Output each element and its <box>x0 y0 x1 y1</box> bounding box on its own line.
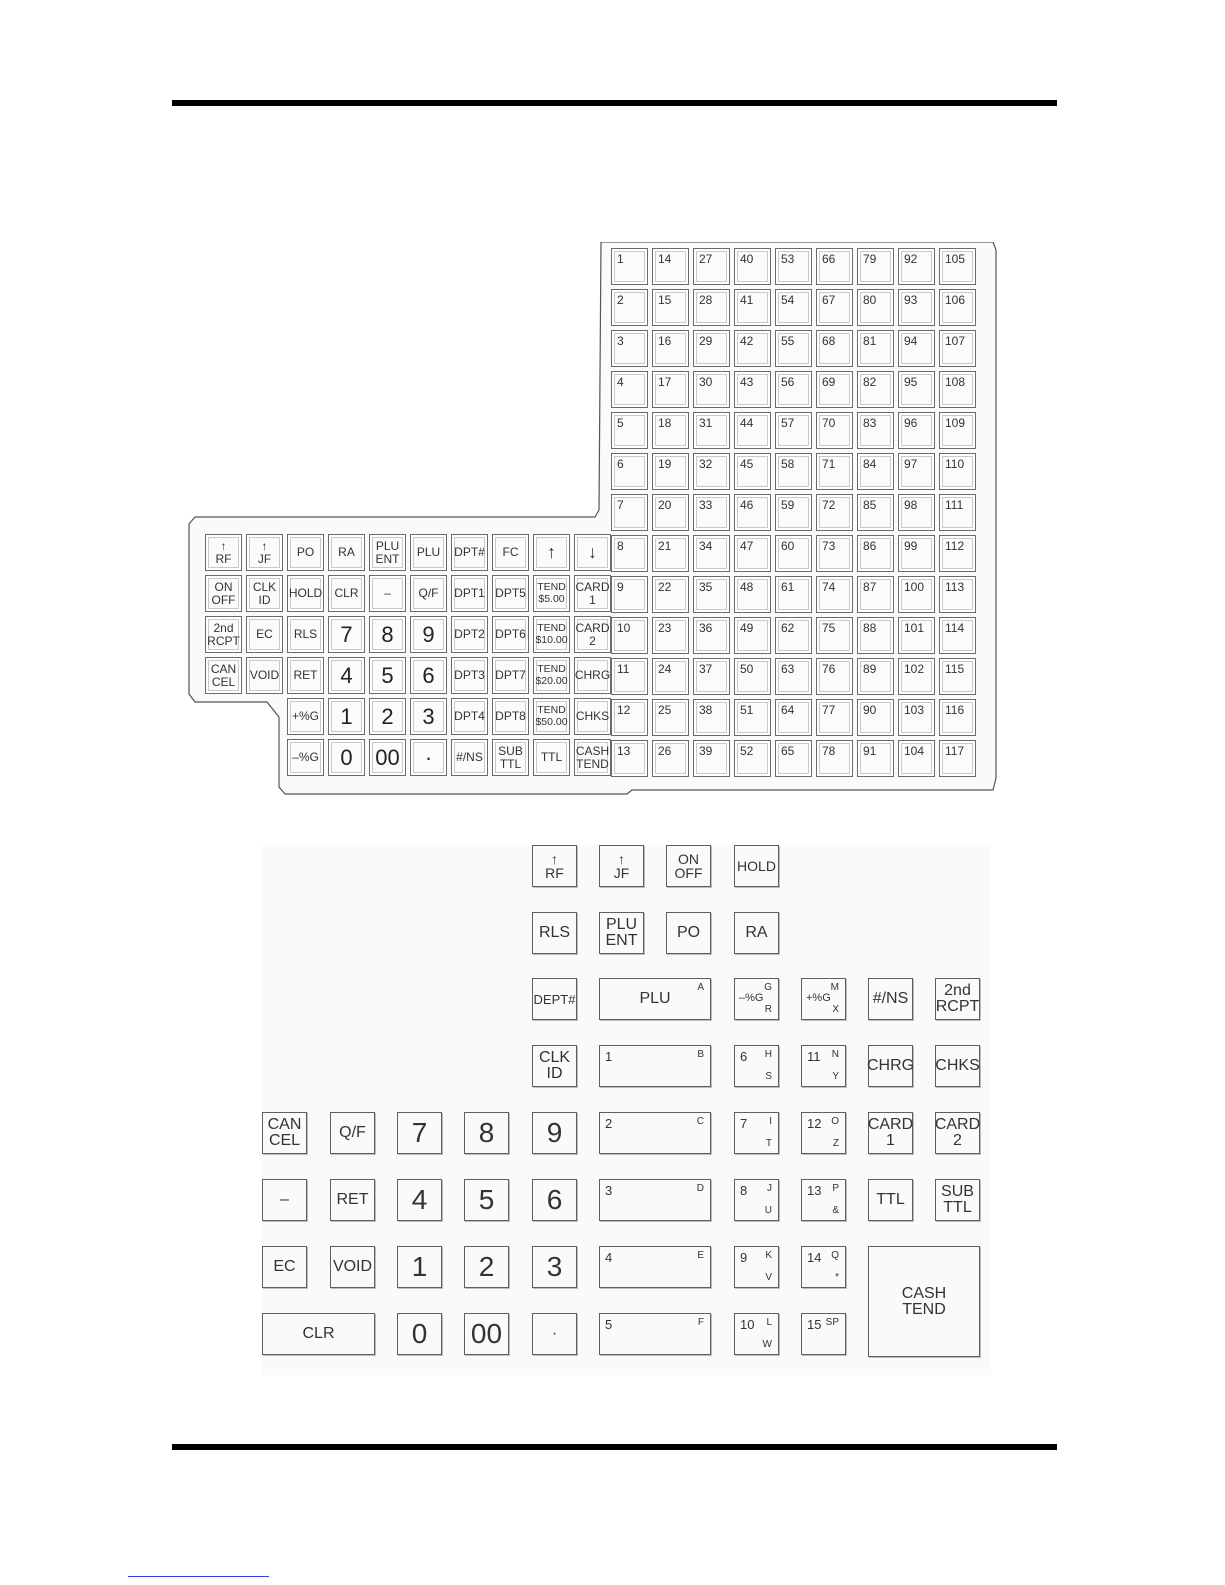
digit-4-key[interactable]: 4 <box>397 1179 442 1221</box>
plu-key-47[interactable]: 47 <box>734 535 771 572</box>
fn-key-r4-c10[interactable]: CHRG <box>574 657 611 694</box>
plu-preset-letter-bottom: U <box>764 1205 772 1216</box>
fn-key-r2-c8[interactable]: DPT5 <box>492 575 529 612</box>
plu-key-18[interactable]: 18 <box>652 412 689 449</box>
plu-key-41[interactable]: 41 <box>734 289 771 326</box>
plu-key-11[interactable]: 11 <box>611 658 648 695</box>
plu-key-26[interactable]: 26 <box>652 740 689 777</box>
fn-key-r6-c5[interactable]: 00 <box>369 739 406 776</box>
plu-key-40[interactable]: 40 <box>734 248 771 285</box>
fn-key-r6-c4[interactable]: 0 <box>328 739 365 776</box>
fn-key-r3-c7[interactable]: DPT2 <box>451 616 488 653</box>
plu-key-86[interactable]: 86 <box>857 535 894 572</box>
plu-key-98[interactable]: 98 <box>898 494 935 531</box>
digit-0-key[interactable]: 0 <box>397 1313 442 1355</box>
plu-preset-12-key[interactable] <box>801 1112 846 1154</box>
fn-key-r1-c8[interactable]: FC <box>492 534 529 571</box>
plu-key-46[interactable]: 46 <box>734 494 771 531</box>
plu-preset-5-key[interactable] <box>599 1313 711 1355</box>
minus-percent-g-sub: R <box>764 1004 772 1015</box>
plu-preset-number: 2 <box>605 1116 613 1131</box>
plu-preset-2-key[interactable] <box>599 1112 711 1154</box>
plu-key-33[interactable]: 33 <box>693 494 730 531</box>
quantity-for-key[interactable]: Q/F <box>330 1112 375 1154</box>
no-sale-key[interactable]: #/NS <box>868 978 913 1020</box>
plu-preset-6-key[interactable] <box>734 1045 779 1087</box>
fn-key-r1-c5[interactable]: PLU ENT <box>369 534 406 571</box>
plu-key-115[interactable]: 115 <box>939 658 976 695</box>
plu-key-83[interactable]: 83 <box>857 412 894 449</box>
ra-key[interactable]: RA <box>734 912 779 954</box>
plu-preset-number: 8 <box>740 1183 748 1198</box>
plu-key-59[interactable]: 59 <box>775 494 812 531</box>
fn-key-r2-c1[interactable]: ON OFF <box>205 575 242 612</box>
plu-key-97[interactable]: 97 <box>898 453 935 490</box>
plu-key-56[interactable]: 56 <box>775 371 812 408</box>
plu-preset-letter-top: P <box>832 1183 839 1194</box>
fn-key-r4-c2[interactable]: VOID <box>246 657 283 694</box>
plu-key-102[interactable]: 102 <box>898 658 935 695</box>
fn-key-r1-c6[interactable]: PLU <box>410 534 447 571</box>
keyboard-layout-top <box>187 242 1006 802</box>
plu-preset-letter-top: Q <box>831 1250 839 1261</box>
plu-key-60[interactable]: 60 <box>775 535 812 572</box>
digit-00-key[interactable]: 00 <box>464 1313 509 1355</box>
plu-key-108[interactable]: 108 <box>939 371 976 408</box>
plu-preset-letter-bottom: S <box>765 1071 772 1082</box>
fn-key-r6-c10[interactable]: CASH TEND <box>574 739 611 776</box>
plu-key-1[interactable]: 1 <box>611 248 648 285</box>
plu-key-5[interactable]: 5 <box>611 412 648 449</box>
plu-preset-letter-top: N <box>831 1049 839 1060</box>
digit-8-key[interactable]: 8 <box>464 1112 509 1154</box>
dept-key[interactable]: DEPT# <box>532 978 577 1020</box>
fn-key-r5-c7[interactable]: DPT4 <box>451 698 488 735</box>
plu-key-21[interactable]: 21 <box>652 535 689 572</box>
plu-key-112[interactable]: 112 <box>939 535 976 572</box>
fn-key-r4-c7[interactable]: DPT3 <box>451 657 488 694</box>
plu-preset-number: 3 <box>605 1183 613 1198</box>
plu-key-label: PLU <box>639 990 671 1007</box>
subtotal-key[interactable]: SUB TTL <box>935 1179 980 1221</box>
fn-key-r1-c7[interactable]: DPT# <box>451 534 488 571</box>
plu-key-36[interactable]: 36 <box>693 617 730 654</box>
digit-2-key[interactable]: 2 <box>464 1246 509 1288</box>
fn-key-r4-c4[interactable]: 4 <box>328 657 365 694</box>
clerk-id-key[interactable]: CLK ID <box>532 1045 577 1087</box>
plu-key-20[interactable]: 20 <box>652 494 689 531</box>
plu-key-79[interactable]: 79 <box>857 248 894 285</box>
fn-key-r6-c6[interactable]: · <box>410 739 447 776</box>
plu-key-90[interactable]: 90 <box>857 699 894 736</box>
plu-preset-letter-top: J <box>767 1183 772 1194</box>
plu-key-116[interactable]: 116 <box>939 699 976 736</box>
plu-key-9[interactable]: 9 <box>611 576 648 613</box>
plu-key-71[interactable]: 71 <box>816 453 853 490</box>
plu-key-117[interactable]: 117 <box>939 740 976 777</box>
plus-percent-g-sup: M <box>830 982 839 993</box>
plu-key-letter: A <box>697 982 704 993</box>
plu-key-67[interactable]: 67 <box>816 289 853 326</box>
plu-key-6[interactable]: 6 <box>611 453 648 490</box>
plu-key-88[interactable]: 88 <box>857 617 894 654</box>
cancel-key[interactable]: CAN CEL <box>262 1112 307 1154</box>
plu-preset-number: 6 <box>740 1049 748 1064</box>
plu-preset-number: 4 <box>605 1250 613 1265</box>
plu-preset-letter-top: L <box>766 1317 772 1328</box>
plu-preset-number: 15 <box>807 1317 822 1332</box>
plu-preset-letter-bottom: Y <box>832 1071 839 1082</box>
fn-key-r4-c8[interactable]: DPT7 <box>492 657 529 694</box>
plu-preset-letter: F <box>697 1317 704 1328</box>
plu-key-28[interactable]: 28 <box>693 289 730 326</box>
fn-key-r2-c6[interactable]: Q/F <box>410 575 447 612</box>
plu-key-82[interactable]: 82 <box>857 371 894 408</box>
fn-key-r5-c5[interactable]: 2 <box>369 698 406 735</box>
fn-key-r1-c2[interactable]: ↑ JF <box>246 534 283 571</box>
plu-key-105[interactable]: 105 <box>939 248 976 285</box>
plu-preset-number: 13 <box>807 1183 822 1198</box>
plu-key-77[interactable]: 77 <box>816 699 853 736</box>
card-1-key[interactable]: CARD 1 <box>868 1112 913 1154</box>
footer-link-underline <box>128 1576 269 1577</box>
plu-key-101[interactable]: 101 <box>898 617 935 654</box>
fn-key-r3-c8[interactable]: DPT6 <box>492 616 529 653</box>
plu-key-66[interactable]: 66 <box>816 248 853 285</box>
plu-key-12[interactable]: 12 <box>611 699 648 736</box>
plu-preset-13-key[interactable] <box>801 1179 846 1221</box>
plu-key-103[interactable]: 103 <box>898 699 935 736</box>
plu-preset-letter: B <box>697 1049 704 1060</box>
plu-key-85[interactable]: 85 <box>857 494 894 531</box>
plu-preset-3-key[interactable] <box>599 1179 711 1221</box>
plu-key-30[interactable]: 30 <box>693 371 730 408</box>
plu-key-75[interactable]: 75 <box>816 617 853 654</box>
fn-key-r1-c4[interactable]: RA <box>328 534 365 571</box>
fn-key-r5-c8[interactable]: DPT8 <box>492 698 529 735</box>
plu-preset-number: 5 <box>605 1317 613 1332</box>
fn-key-r3-c5[interactable]: 8 <box>369 616 406 653</box>
plu-key-113[interactable]: 113 <box>939 576 976 613</box>
plu-preset-1-key[interactable] <box>599 1045 711 1087</box>
plu-key-3[interactable]: 3 <box>611 330 648 367</box>
plu-preset-10-key[interactable] <box>734 1313 779 1355</box>
plu-preset-letter-top: H <box>764 1049 772 1060</box>
plu-key-109[interactable]: 109 <box>939 412 976 449</box>
plu-key-22[interactable]: 22 <box>652 576 689 613</box>
plu-key-24[interactable]: 24 <box>652 658 689 695</box>
fn-key-r4-c3[interactable]: RET <box>287 657 324 694</box>
plu-key-34[interactable]: 34 <box>693 535 730 572</box>
fn-key-r3-c1[interactable]: 2nd RCPT <box>205 616 242 653</box>
plu-key-57[interactable]: 57 <box>775 412 812 449</box>
plu-key-35[interactable]: 35 <box>693 576 730 613</box>
fn-key-r4-c9[interactable]: TEND $20.00 <box>533 657 570 694</box>
plu-key-58[interactable]: 58 <box>775 453 812 490</box>
plu-key-42[interactable]: 42 <box>734 330 771 367</box>
fn-key-r5-c10[interactable]: CHKS <box>574 698 611 735</box>
plu-preset-14-key[interactable] <box>801 1246 846 1288</box>
plu-key-91[interactable]: 91 <box>857 740 894 777</box>
plu-key-65[interactable]: 65 <box>775 740 812 777</box>
plu-preset-letter-bottom: & <box>832 1205 839 1216</box>
plu-key-37[interactable]: 37 <box>693 658 730 695</box>
plu-key-8[interactable]: 8 <box>611 535 648 572</box>
plu-key-32[interactable]: 32 <box>693 453 730 490</box>
plu-preset-number: 7 <box>740 1116 748 1131</box>
plu-key-107[interactable]: 107 <box>939 330 976 367</box>
plu-preset-letter-top: I <box>769 1116 772 1127</box>
fn-key-r1-c10[interactable]: ↓ <box>574 534 611 571</box>
total-key[interactable]: TTL <box>868 1179 913 1221</box>
plu-key-52[interactable]: 52 <box>734 740 771 777</box>
plu-key-27[interactable]: 27 <box>693 248 730 285</box>
return-key[interactable]: RET <box>330 1179 375 1221</box>
void-key[interactable]: VOID <box>330 1246 375 1288</box>
fn-key-r2-c10[interactable]: CARD 1 <box>574 575 611 612</box>
plu-key-92[interactable]: 92 <box>898 248 935 285</box>
fn-key-r2-c3[interactable]: HOLD <box>287 575 324 612</box>
plu-key-106[interactable]: 106 <box>939 289 976 326</box>
plu-key-13[interactable]: 13 <box>611 740 648 777</box>
bottom-rule <box>172 1444 1057 1450</box>
plu-key-61[interactable]: 61 <box>775 576 812 613</box>
plu-key-93[interactable]: 93 <box>898 289 935 326</box>
hold-key[interactable]: HOLD <box>734 845 779 887</box>
fn-key-r3-c6[interactable]: 9 <box>410 616 447 653</box>
plu-key-55[interactable]: 55 <box>775 330 812 367</box>
plu-key-74[interactable]: 74 <box>816 576 853 613</box>
plus-percent-g-key[interactable] <box>801 978 846 1020</box>
plu-key-49[interactable]: 49 <box>734 617 771 654</box>
plu-key-50[interactable]: 50 <box>734 658 771 695</box>
plu-key-39[interactable]: 39 <box>693 740 730 777</box>
rf-key[interactable]: ↑ RF <box>532 845 577 887</box>
fn-key-r3-c3[interactable]: RLS <box>287 616 324 653</box>
fn-key-r2-c2[interactable]: CLK ID <box>246 575 283 612</box>
plus-percent-g-label: +%G <box>806 992 831 1004</box>
fn-key-r5-c6[interactable]: 3 <box>410 698 447 735</box>
plu-key-23[interactable]: 23 <box>652 617 689 654</box>
plu-key-2[interactable]: 2 <box>611 289 648 326</box>
fn-key-r4-c6[interactable]: 6 <box>410 657 447 694</box>
plu-key-10[interactable]: 10 <box>611 617 648 654</box>
plu-preset-letter: D <box>696 1183 704 1194</box>
fn-key-r2-c9[interactable]: TEND $5.00 <box>533 575 570 612</box>
plu-key[interactable] <box>599 978 711 1020</box>
plu-preset-letter-bottom: Z <box>832 1138 839 1149</box>
plu-key-70[interactable]: 70 <box>816 412 853 449</box>
plu-key-78[interactable]: 78 <box>816 740 853 777</box>
fn-key-r4-c1[interactable]: CAN CEL <box>205 657 242 694</box>
plu-preset-11-key[interactable] <box>801 1045 846 1087</box>
plu-key-64[interactable]: 64 <box>775 699 812 736</box>
plu-key-100[interactable]: 100 <box>898 576 935 613</box>
fn-key-r6-c3[interactable]: –%G <box>287 739 324 776</box>
clear-key[interactable]: CLR <box>262 1313 375 1355</box>
plu-key-72[interactable]: 72 <box>816 494 853 531</box>
digit-5-key[interactable]: 5 <box>464 1179 509 1221</box>
plu-key-80[interactable]: 80 <box>857 289 894 326</box>
rls-key[interactable]: RLS <box>532 912 577 954</box>
plu-key-69[interactable]: 69 <box>816 371 853 408</box>
plu-key-99[interactable]: 99 <box>898 535 935 572</box>
plu-preset-8-key[interactable] <box>734 1179 779 1221</box>
plu-preset-letter-bottom: W <box>762 1339 772 1350</box>
on-off-key[interactable]: ON OFF <box>666 845 711 887</box>
decimal-point-key[interactable]: · <box>532 1313 577 1355</box>
plu-key-95[interactable]: 95 <box>898 371 935 408</box>
jf-key[interactable]: ↑ JF <box>599 845 644 887</box>
plu-ent-key[interactable]: PLU ENT <box>599 912 644 954</box>
plu-preset-letter: C <box>696 1116 704 1127</box>
plu-key-51[interactable]: 51 <box>734 699 771 736</box>
top-rule <box>172 100 1057 106</box>
minus-percent-g-sup: G <box>764 982 772 993</box>
plu-preset-number: 11 <box>807 1049 821 1064</box>
digit-6-key[interactable]: 6 <box>532 1179 577 1221</box>
plu-preset-7-key[interactable] <box>734 1112 779 1154</box>
plu-key-96[interactable]: 96 <box>898 412 935 449</box>
plu-preset-number: 1 <box>605 1049 613 1064</box>
fn-key-r3-c9[interactable]: TEND $10.00 <box>533 616 570 653</box>
plu-key-104[interactable]: 104 <box>898 740 935 777</box>
plu-key-76[interactable]: 76 <box>816 658 853 695</box>
plu-preset-number: 9 <box>740 1250 748 1265</box>
plu-key-114[interactable]: 114 <box>939 617 976 654</box>
plu-preset-letter-bottom: T <box>765 1138 772 1149</box>
fn-key-r6-c8[interactable]: SUB TTL <box>492 739 529 776</box>
fn-key-r1-c1[interactable]: ↑ RF <box>205 534 242 571</box>
plu-key-25[interactable]: 25 <box>652 699 689 736</box>
fn-key-r3-c2[interactable]: EC <box>246 616 283 653</box>
plu-key-19[interactable]: 19 <box>652 453 689 490</box>
plu-key-68[interactable]: 68 <box>816 330 853 367</box>
plu-key-84[interactable]: 84 <box>857 453 894 490</box>
plu-preset-letter: E <box>697 1250 704 1261</box>
digit-9-key[interactable]: 9 <box>532 1112 577 1154</box>
fn-key-r5-c4[interactable]: 1 <box>328 698 365 735</box>
fn-key-r4-c5[interactable]: 5 <box>369 657 406 694</box>
plu-preset-number: 14 <box>807 1250 822 1265</box>
fn-key-r5-c9[interactable]: TEND $50.00 <box>533 698 570 735</box>
plu-preset-9-key[interactable] <box>734 1246 779 1288</box>
fn-key-r6-c9[interactable]: TTL <box>533 739 570 776</box>
cash-tend-key[interactable]: CASH TEND <box>868 1246 980 1357</box>
digit-1-key[interactable]: 1 <box>397 1246 442 1288</box>
plu-key-4[interactable]: 4 <box>611 371 648 408</box>
card-2-key[interactable]: CARD 2 <box>935 1112 980 1154</box>
plu-key-54[interactable]: 54 <box>775 289 812 326</box>
minus-percent-g-label: –%G <box>739 992 764 1004</box>
plu-key-48[interactable]: 48 <box>734 576 771 613</box>
minus-key[interactable]: – <box>262 1179 307 1221</box>
plu-key-29[interactable]: 29 <box>693 330 730 367</box>
plu-key-15[interactable]: 15 <box>652 289 689 326</box>
plu-key-94[interactable]: 94 <box>898 330 935 367</box>
plu-key-16[interactable]: 16 <box>652 330 689 367</box>
digit-7-key[interactable]: 7 <box>397 1112 442 1154</box>
fn-key-r2-c5[interactable]: – <box>369 575 406 612</box>
plu-key-62[interactable]: 62 <box>775 617 812 654</box>
plu-key-87[interactable]: 87 <box>857 576 894 613</box>
plus-percent-g-sub: X <box>832 1004 839 1015</box>
plu-preset-letter-top: K <box>765 1250 772 1261</box>
fn-key-r2-c4[interactable]: CLR <box>328 575 365 612</box>
second-receipt-key[interactable]: 2nd RCPT <box>935 978 980 1020</box>
charge-key[interactable]: CHRG <box>868 1045 913 1087</box>
plu-key-38[interactable]: 38 <box>693 699 730 736</box>
keyboard-layout-bottom <box>262 845 991 1375</box>
plu-key-43[interactable]: 43 <box>734 371 771 408</box>
plu-key-14[interactable]: 14 <box>652 248 689 285</box>
plu-key-44[interactable]: 44 <box>734 412 771 449</box>
plu-preset-number: 12 <box>807 1116 822 1131</box>
fn-key-r2-c7[interactable]: DPT1 <box>451 575 488 612</box>
plu-key-81[interactable]: 81 <box>857 330 894 367</box>
minus-percent-g-key[interactable] <box>734 978 779 1020</box>
plu-preset-letter-top: O <box>831 1116 839 1127</box>
fn-key-r1-c9[interactable]: ↑ <box>533 534 570 571</box>
error-correct-key[interactable]: EC <box>262 1246 307 1288</box>
checks-key[interactable]: CHKS <box>935 1045 980 1087</box>
plu-preset-letter-bottom: * <box>835 1272 839 1283</box>
fn-key-r1-c3[interactable]: PO <box>287 534 324 571</box>
plu-key-53[interactable]: 53 <box>775 248 812 285</box>
fn-key-r3-c4[interactable]: 7 <box>328 616 365 653</box>
plu-preset-number: 10 <box>740 1317 755 1332</box>
plu-key-73[interactable]: 73 <box>816 535 853 572</box>
plu-preset-4-key[interactable] <box>599 1246 711 1288</box>
fn-key-r6-c7[interactable]: #/NS <box>451 739 488 776</box>
plu-preset-letter-top: SP <box>825 1317 839 1328</box>
plu-key-110[interactable]: 110 <box>939 453 976 490</box>
fn-key-r5-c3[interactable]: +%G <box>287 698 324 735</box>
plu-preset-letter-bottom: V <box>765 1272 772 1283</box>
plu-preset-15-key[interactable] <box>801 1313 846 1355</box>
plu-key-7[interactable]: 7 <box>611 494 648 531</box>
plu-key-63[interactable]: 63 <box>775 658 812 695</box>
plu-key-111[interactable]: 111 <box>939 494 976 531</box>
plu-key-17[interactable]: 17 <box>652 371 689 408</box>
fn-key-r3-c10[interactable]: CARD 2 <box>574 616 611 653</box>
po-key[interactable]: PO <box>666 912 711 954</box>
plu-key-45[interactable]: 45 <box>734 453 771 490</box>
plu-key-89[interactable]: 89 <box>857 658 894 695</box>
plu-key-31[interactable]: 31 <box>693 412 730 449</box>
digit-3-key[interactable]: 3 <box>532 1246 577 1288</box>
